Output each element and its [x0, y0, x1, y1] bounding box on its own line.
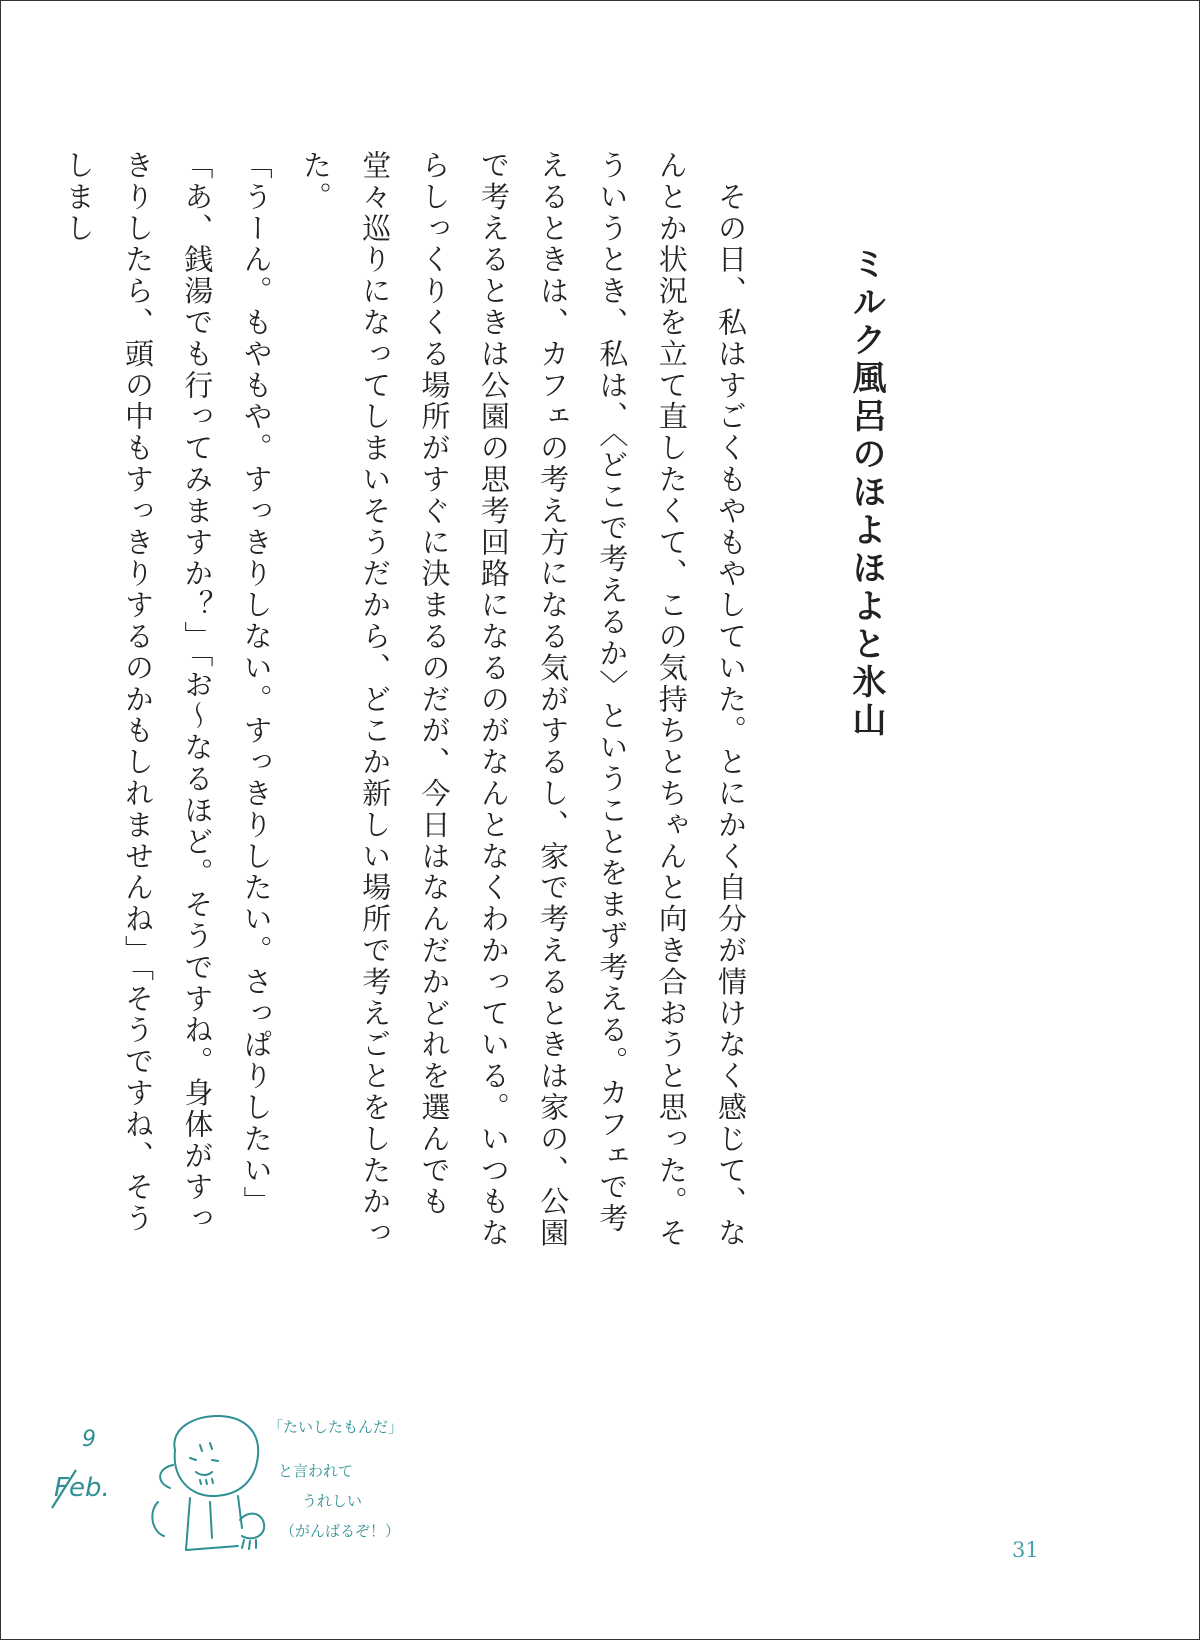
note-line-1: 「たいしたもんだ」	[268, 1418, 404, 1436]
margin-illustration	[40, 1410, 440, 1560]
note-line-2: と言われて	[278, 1462, 354, 1480]
date-month: Feb.	[54, 1473, 110, 1503]
chapter-title: ミルク風呂のほよほよと氷山	[846, 246, 886, 740]
body-text: その日、私はすごくもやもやしていた。とにかく自分が情けなく感じて、なんとか状況を立て直したくて、この気持ちとちゃんと向き合おうと思った。そういうとき、私は、〈どこで考えるか〉ということをまず考える。カフェで考えるときは、カフェの考え方になる気がするし、家で考えるときは家の、公園で考えるときは公園の思考回路になるのがなんとなくわかっている。いつもならしっくりくる場所がすぐに決まるのだが、今日はなんだかどれを選んでも堂々巡りになってしまいそうだから、どこか新しい場所で考えごとをしたかった。 「うーん。もやもや。すっきりしない。すっきりしたい。さっぱりしたい」「あ、銭湯でも行ってみますか？」「お～なるほど。そうですね。身体がすっきりしたら、頭の中もすっきりするのかもしれませんね」「そうですね、そうしまし	[61, 150, 748, 1249]
date-day: 9	[82, 1427, 96, 1452]
note-line-4: （がんばるぞ！）	[280, 1522, 401, 1540]
page-number: 31	[1012, 1538, 1039, 1562]
note-line-3: うれしい	[302, 1492, 363, 1510]
face-doodle	[152, 1416, 264, 1550]
doodle-drawing	[40, 1410, 440, 1560]
